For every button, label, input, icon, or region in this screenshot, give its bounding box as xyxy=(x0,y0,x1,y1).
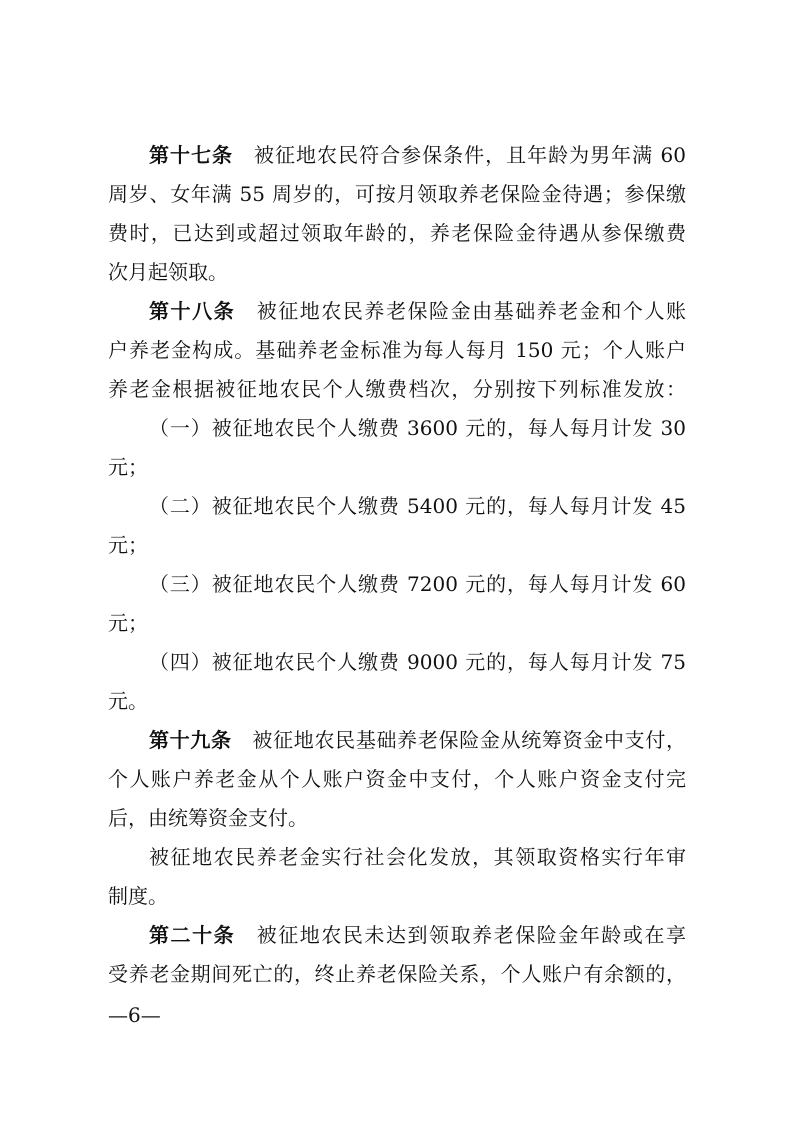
article-18-line-3: 养老金根据被征地农民个人缴费档次，分别按下列标准发放： xyxy=(108,377,686,401)
article-18-item-1: （一）被征地农民个人缴费 3600 元的，每人每月计发 30 xyxy=(149,416,686,440)
article-17-line-4: 次月起领取。 xyxy=(108,260,228,284)
article-17-text: 被征地农民符合参保条件，且年龄为男年满 60 xyxy=(253,143,686,167)
article-18-item-3: （三）被征地农民个人缴费 7200 元的，每人每月计发 60 xyxy=(149,572,686,596)
article-20-line-2: 受养老金期间死亡的，终止养老保险关系，个人账户有余额的， xyxy=(108,962,686,986)
article-17-line-1 xyxy=(149,135,686,175)
article-18-item-3-end: 元； xyxy=(108,611,148,635)
article-17-title: 第十七条 xyxy=(149,143,234,167)
article-20-title: 第二十条 xyxy=(149,923,236,947)
article-18-line-2: 户养老金构成。基础养老金标准为每人每月 150 元；个人账户 xyxy=(108,338,686,362)
article-19-para-2-line-2: 制度。 xyxy=(108,884,168,908)
article-19-line-2: 个人账户养老金从个人账户资金中支付，个人账户资金支付完 xyxy=(108,767,686,791)
article-19-para-2-line-1: 被征地农民养老金实行社会化发放，其领取资格实行年审 xyxy=(149,845,686,869)
article-18-title: 第十八条 xyxy=(149,299,236,323)
article-18-item-2-end: 元； xyxy=(108,533,148,557)
article-18-item-2: （二）被征地农民个人缴费 5400 元的，每人每月计发 45 xyxy=(149,494,686,518)
article-18-item-4-end: 元。 xyxy=(108,689,148,713)
page-number: —6— xyxy=(108,1003,161,1027)
article-19-title: 第十九条 xyxy=(149,728,232,752)
article-17-line-3: 费时，已达到或超过领取年龄的，养老保险金待遇从参保缴费 xyxy=(108,221,686,245)
article-18-text: 被征地农民养老保险金由基础养老金和个人账 xyxy=(255,299,686,323)
article-20-line-1 xyxy=(149,915,686,955)
article-18-item-4: （四）被征地农民个人缴费 9000 元的，每人每月计发 75 xyxy=(149,650,686,674)
article-19-line-3: 后，由统筹资金支付。 xyxy=(108,806,308,830)
article-20-text: 被征地农民未达到领取养老保险金年龄或在享 xyxy=(255,923,686,947)
article-19-text: 被征地农民基础养老保险金从统筹资金中支付， xyxy=(251,728,686,752)
article-18-item-1-end: 元； xyxy=(108,455,148,479)
article-19-line-1 xyxy=(149,720,686,760)
article-17-line-2: 周岁、女年满 55 周岁的，可按月领取养老保险金待遇；参保缴 xyxy=(108,182,686,206)
article-18-line-1 xyxy=(149,291,686,331)
